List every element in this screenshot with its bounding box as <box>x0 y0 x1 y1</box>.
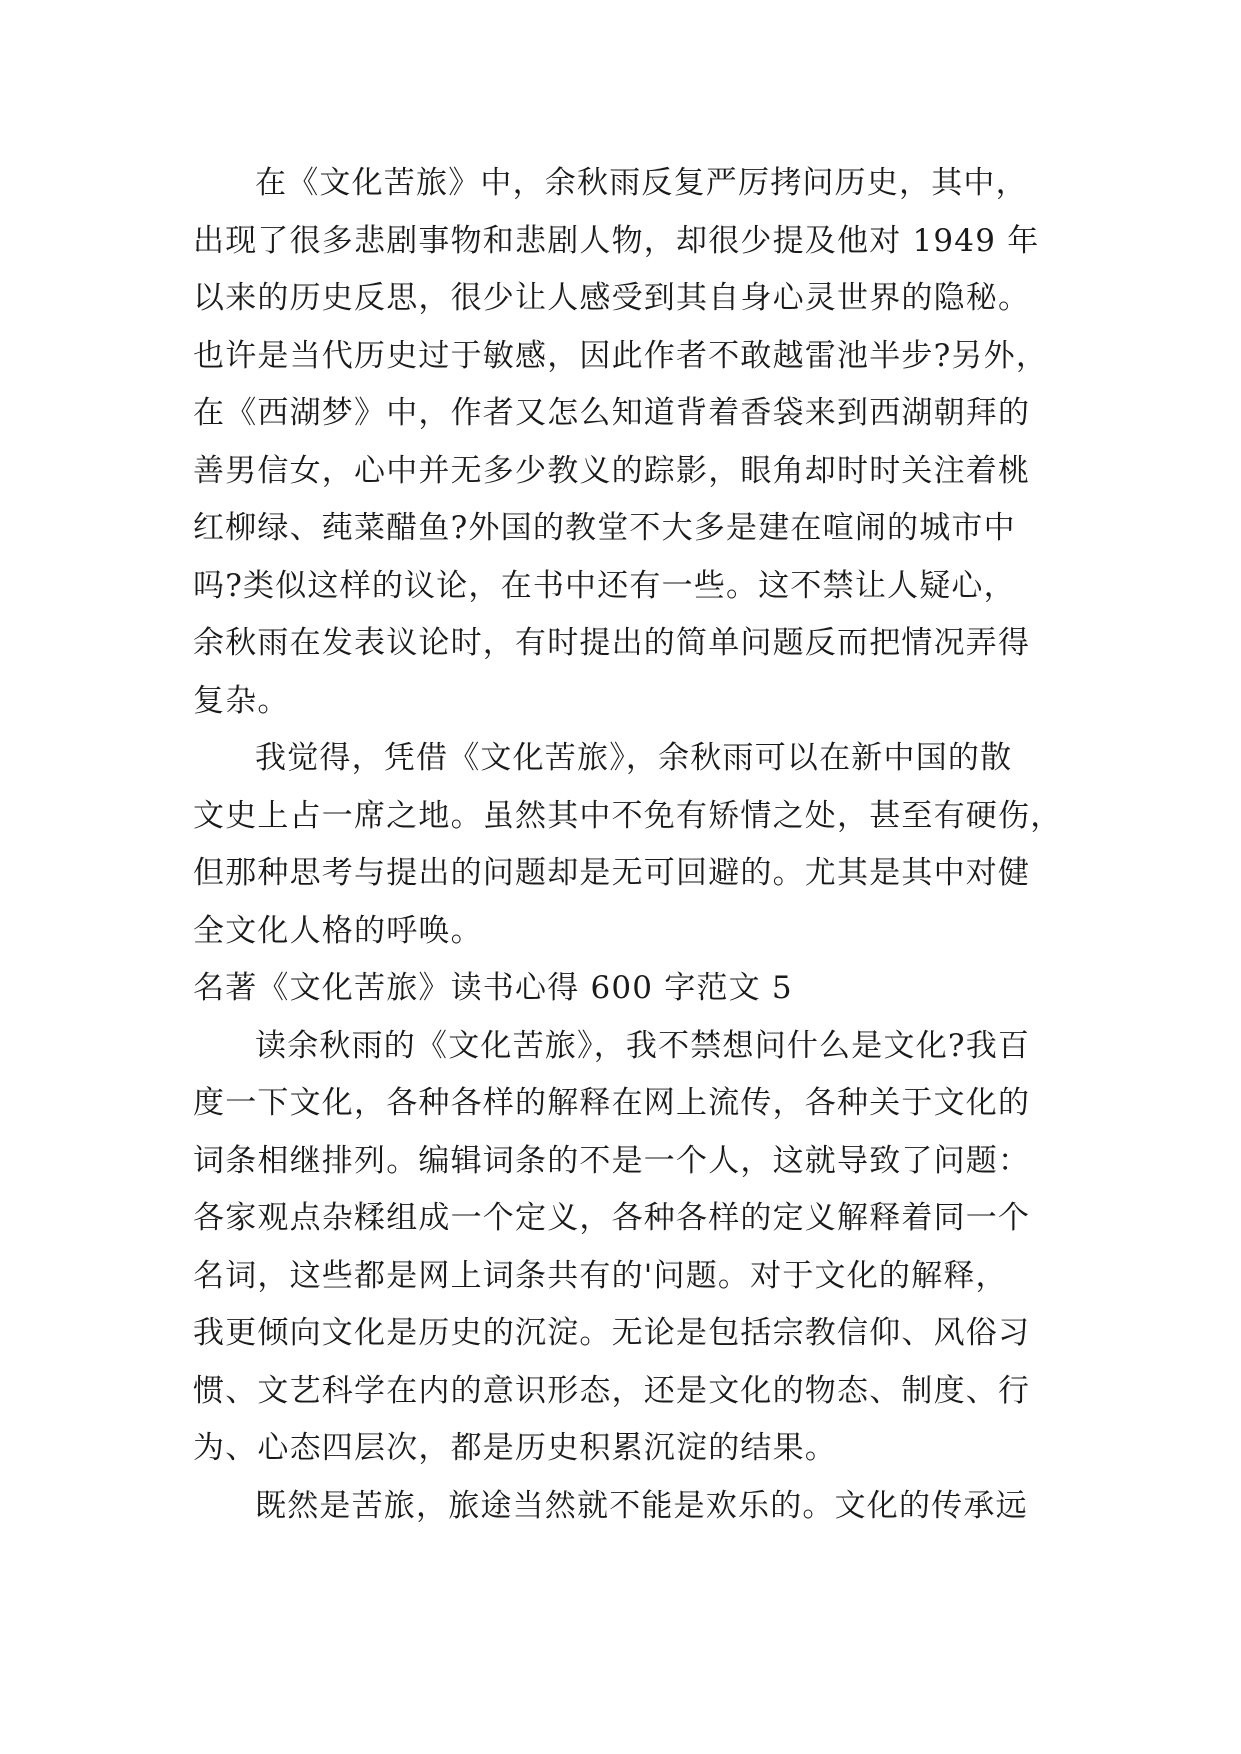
section-heading: 名著《文化苦旅》读书心得 600 字范文 5 <box>193 970 793 1006</box>
document-body <box>193 155 1073 1535</box>
paragraph-3: 读余秋雨的《文化苦旅》，我不禁想问什么是文化?我百 度一下文化，各种各样的解释在网上流传，各种关于文化的 词条相继排列。编辑词条的不是一个人，这就导致了问题： 各家观点杂糅组成一个定义，各种各样的定义解释着同一个 名词，这些都是网上词条共有的'问题。对于文化的解释， 我更倾向文化是历史的沉淀。无论是包括宗教信仰、风俗习 惯、文艺科学在内的意识形态，还是文化的物态、制度、行 为、心态四层次，都是历史积累沉淀的结果。 <box>193 1027 1031 1466</box>
paragraph-2: 我觉得，凭借《文化苦旅》，余秋雨可以在新中国的散 文史上占一席之地。虽然其中不免有矫情之处，甚至有硬伤， 但那种思考与提出的问题却是无可回避的。尤其是其中对健 全文化人格的呼唤。 <box>193 740 1063 949</box>
paragraph-1: 在《文化苦旅》中，余秋雨反复严厉拷问历史，其中， 出现了很多悲剧事物和悲剧人物，却很少提及他对 1949 年 以来的历史反思，很少让人感受到其自身心灵世界的隐秘。 也许是当代历史过于敏感，因此作者不敢越雷池半步?另外， 在《西湖梦》中，作者又怎么知道背着香袋来到西湖朝拜的 善男信女，心中并无多少教义的踪影，眼角却时时关注着桃 红柳绿、莼菜醋鱼?外国的教堂不大多是建在喧闹的城市中 吗?类似这样的议论，在书中还有一些。这不禁让人疑心， 余秋雨在发表议论时，有时提出的简单问题反而把情况弄得 复杂。 <box>193 165 1049 719</box>
paragraph-4: 既然是苦旅，旅途当然就不能是欢乐的。文化的传承远 <box>255 1487 1028 1524</box>
